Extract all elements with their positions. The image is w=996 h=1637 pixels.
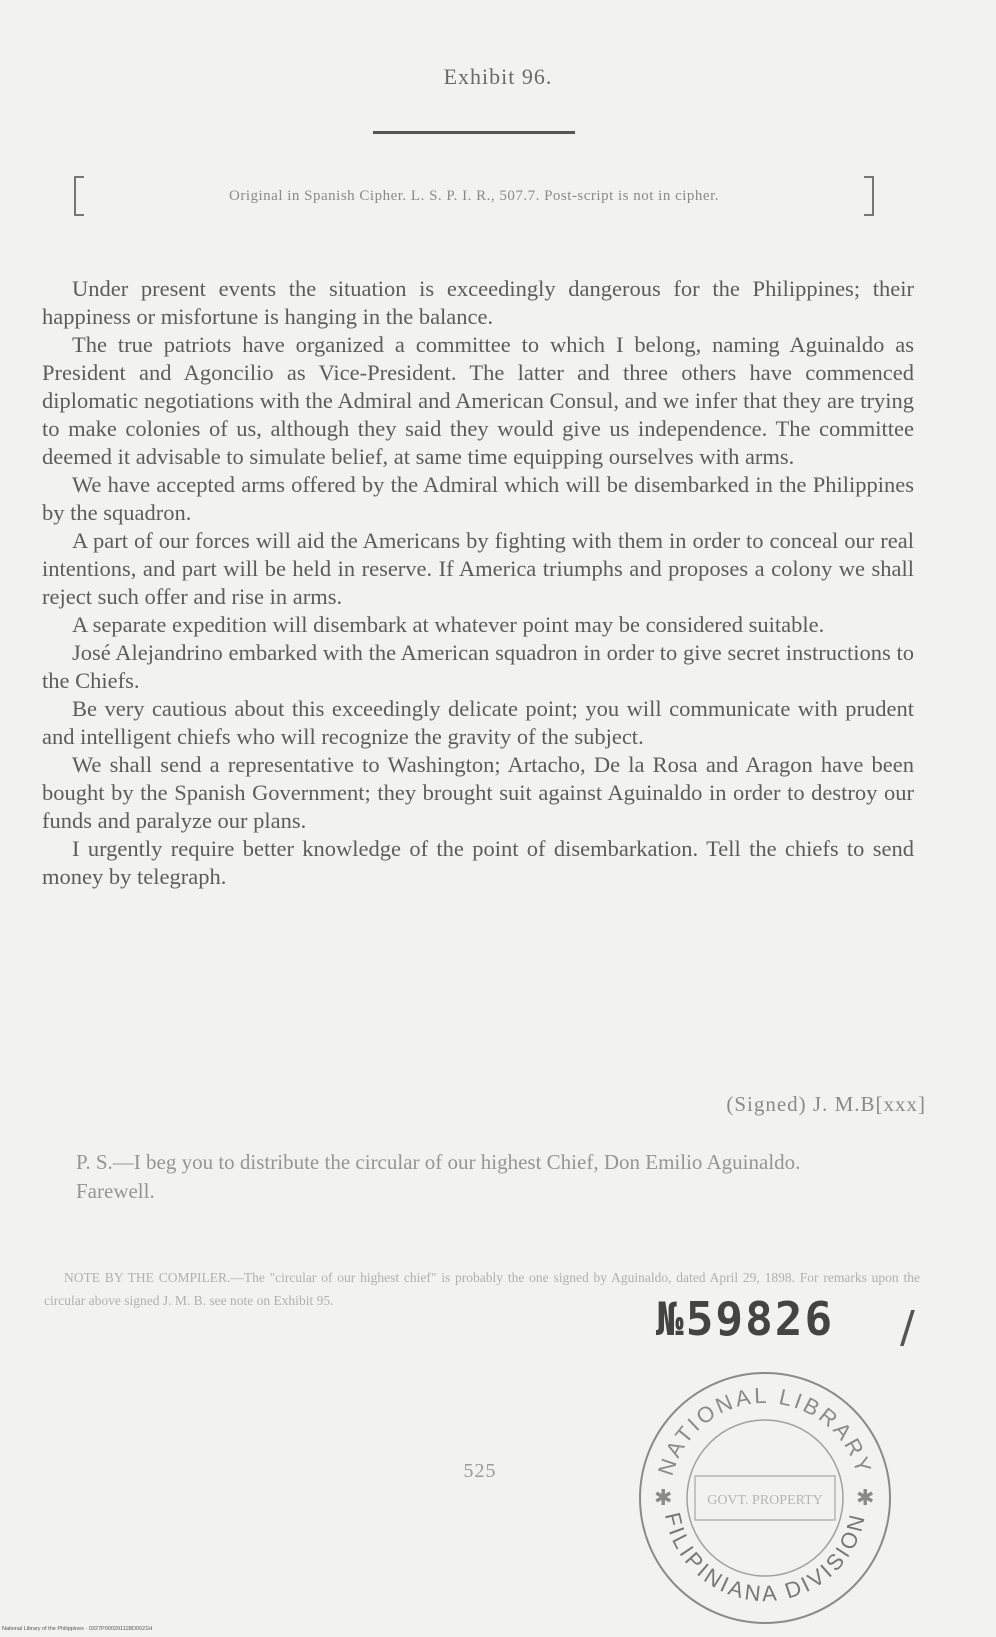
- bracket-note-text: Original in Spanish Cipher. L. S. P. I. R., 507.7. Post-script is not in cipher.: [229, 187, 719, 204]
- seal-star-left-icon: ✱: [654, 1485, 673, 1510]
- paragraph: The true patriots have organized a committee to which I belong, naming Aguinaldo as President and Agoncilio as Vice-President. The latter and three others have commenced diplomatic negotiations with the Admiral and American Consul, and we infer that they are trying to make colonies of us, although they said they would give us independence. The committee deemed it advisable to simulate belief, at same time equipping ourselves with arms.: [42, 332, 914, 469]
- paragraph: I urgently require better knowledge of the point of disembarkation. Tell the chiefs to send money by telegraph.: [42, 836, 914, 889]
- page-number: 525: [463, 1460, 497, 1482]
- library-seal-stamp: [634, 1368, 896, 1628]
- paragraph: A separate expedition will disembark at whatever point may be considered suitable.: [72, 612, 825, 637]
- exhibit-title: Exhibit 96.: [443, 64, 553, 89]
- paragraph: We have accepted arms offered by the Admiral which will be disembarked in the Philippines by the squadron.: [42, 472, 914, 525]
- seal-top-text: NATIONAL LIBRARY: [652, 1382, 878, 1479]
- postscript-line: P. S.—I beg you to distribute the circular of our highest Chief, Don Emilio Aguinaldo.: [76, 1150, 801, 1174]
- letter-body: [42, 275, 914, 891]
- bracket-note: [74, 176, 874, 216]
- postscript-line: Farewell.: [76, 1179, 155, 1203]
- title-rule: [373, 131, 575, 134]
- paragraph: Under present events the situation is exceedingly dangerous for the Philippines; their happiness or misfortune is hanging in the balance.: [42, 276, 914, 329]
- postscript: [46, 1148, 918, 1206]
- seal-center-text: GOVT. PROPERTY: [707, 1493, 823, 1508]
- seal-star-right-icon: ✱: [856, 1485, 875, 1510]
- compiler-note-text: NOTE BY THE COMPILER.—The "circular of our highest chief" is probably the one signed by Aguinaldo, dated April 29, 1898. For remarks upon the circular above signed J. M. B. see note on Exhibit 95.: [44, 1270, 920, 1308]
- serial-check-mark: /: [900, 1302, 915, 1353]
- svg-text:NATIONAL LIBRARY: [653, 1383, 877, 1479]
- paragraph: José Alejandrino embarked with the American squadron in order to give secret instructions to the Chiefs.: [42, 640, 914, 693]
- serial-number-stamp: №59826: [656, 1292, 835, 1346]
- paragraph: We shall send a representative to Washington; Artacho, De la Rosa and Aragon have been bought by the Spanish Government; they brought suit against Aguinaldo in order to destroy our funds and paralyze our plans.: [42, 752, 914, 833]
- signature: (Signed) J. M.B[xxx]: [726, 1092, 926, 1116]
- paragraph: A part of our forces will aid the Americans by fighting with them in order to conceal our real intentions, and part will be held in reserve. If America triumphs and proposes a colony we shall reject such offer and rise in arms.: [42, 528, 914, 609]
- seal-bottom-text: FILIPINIANA DIVISION: [659, 1509, 871, 1607]
- footer-credit: National Library of the Philippines · 0327P00029111BD0021H: [2, 1626, 153, 1632]
- paragraph: Be very cautious about this exceedingly delicate point; you will communicate with prudent and intelligent chiefs who will recognize the gravity of the subject.: [42, 696, 914, 749]
